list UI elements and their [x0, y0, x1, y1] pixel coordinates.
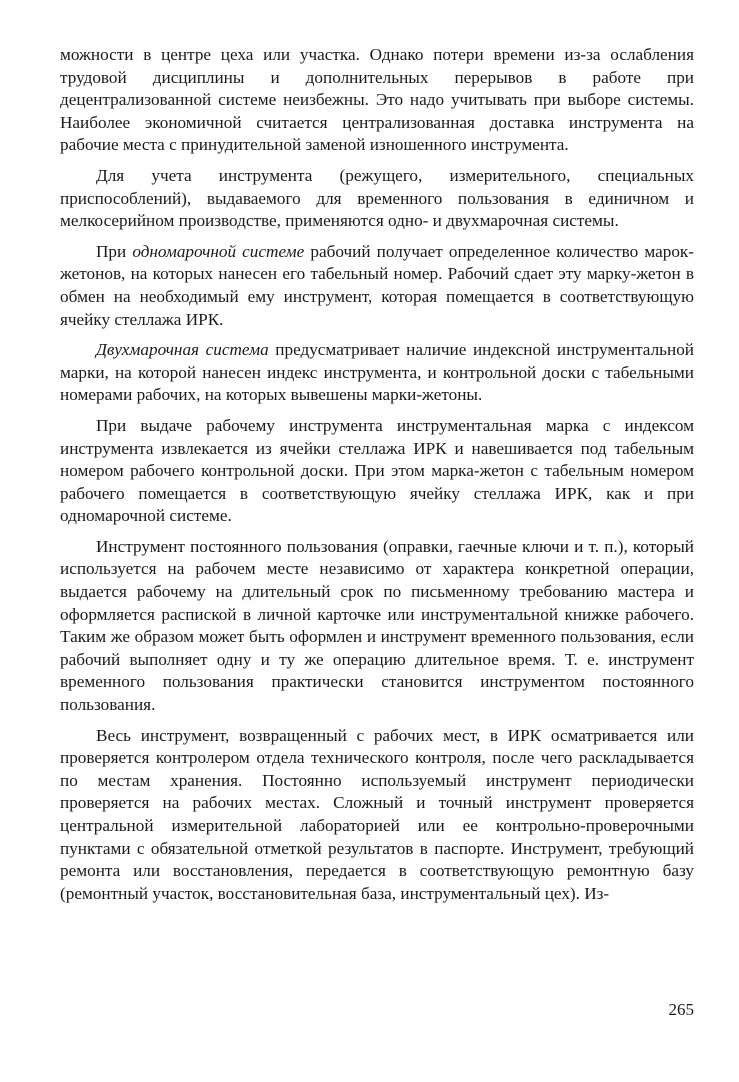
page-body	[60, 44, 694, 913]
paragraph-4	[60, 339, 694, 407]
term-two-mark-system: Двухмарочная система	[96, 340, 269, 360]
term-one-mark-system: одномарочной системе	[132, 241, 305, 261]
paragraph-5: При выдаче рабочему инструмента инструментальная марка с индексом инструмента извлекается из ячейки стеллажа ИРК и навешивается под табельным номером рабочего контрольной доски. При этом марка-жетон с табельным номером рабочего помещается в соответствующую ячейку стеллажа ИРК, как и при одномарочной системе.	[60, 415, 694, 526]
paragraph-4-rest: предусматривает наличие индексной инструментальной марки, на которой нанесен индекс инструмента, и контрольной доски с табельными номерами рабочих, на которых вывешены марки-жетоны.	[60, 340, 694, 405]
page-number: 265	[668, 1000, 694, 1019]
paragraph-3-rest: рабочий получает определенное количество марок-жетонов, на которых нанесен его табельный номер. Рабочий сдает эту марку-жетон в обмен на необходимый ему инструмент, которая помещается в соответствующую ячейку стеллажа ИРК.	[60, 241, 694, 329]
paragraph-3-lead: При	[96, 241, 133, 261]
paragraph-7: Весь инструмент, возвращенный с рабочих мест, в ИРК осматривается или проверяется контролером отдела технического контроля, после чего раскладывается по местам хранения. Постоянно используемый инструмент периодически проверяется на рабочих местах. Сложный и точный инструмент проверяется центральной измерительной лабораторией или ее контрольно-проверочными пунктами с обязательной отметкой результатов в паспорте. Инструмент, требующий ремонта или восстановления, передается в соответствующую ремонтную базу (ремонтный участок, восстановительная база, инструментальный цех). Из-	[60, 725, 694, 903]
paragraph-1: можности в центре цеха или участка. Однако потери времени из-за ослабления трудовой дисциплины и дополнительных перерывов в работе при децентрализованной системе неизбежны. Это надо учитывать при выборе системы. Наиболее экономичной считается централизованная доставка инструмента на рабочие места с принудительной заменой изношенного инструмента.	[60, 45, 694, 155]
paragraph-3	[60, 241, 694, 331]
paragraph-6: Инструмент постоянного пользования (оправки, гаечные ключи и т. п.), который используется на рабочем месте независимо от характера конкретной операции, выдается рабочему на длительный срок по письменному требованию мастера и оформляется распиской в личной карточке или инструментальной книжке рабочего. Таким же образом может быть оформлен и инструмент временного пользования, если рабочий выполняет одну и ту же операцию длительное время. Т. е. инструмент временного пользования практически становится инструментом постоянного пользования.	[60, 536, 694, 715]
paragraph-2: Для учета инструмента (режущего, измерительного, специальных приспособлений), выдаваемого для временного пользования в единичном и мелкосерийном производстве, применяются одно- и двухмарочная системы.	[60, 165, 694, 231]
